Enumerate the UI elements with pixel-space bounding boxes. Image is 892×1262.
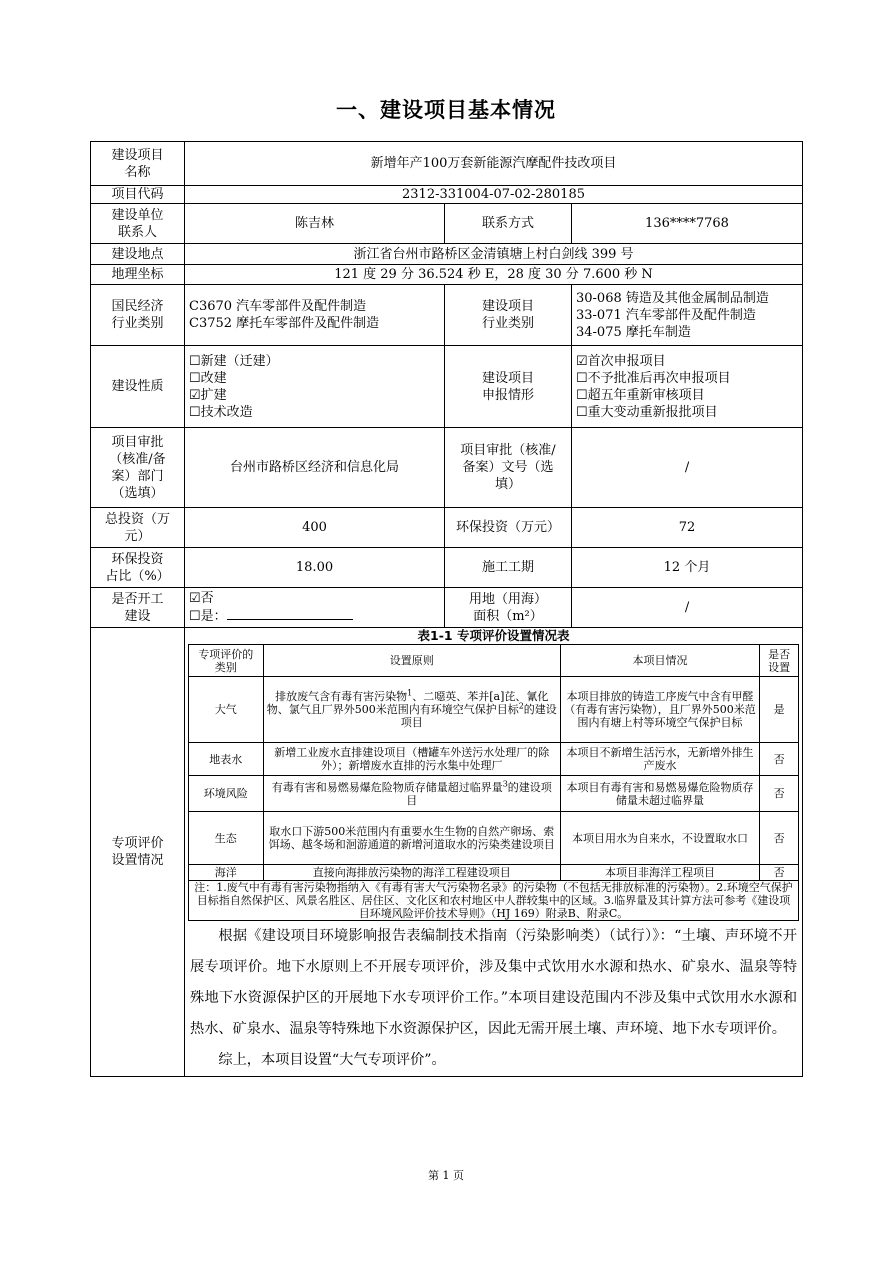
table-row bbox=[189, 776, 799, 812]
page-number: 第 1 页 bbox=[428, 1169, 464, 1182]
row-principle: 新增工业废水直排建设项目（槽罐车外送污水处理厂的除外）；新增废水直排的污水集中处理厂 bbox=[263, 743, 560, 776]
approval-label: 项目审批 （核准/备 案）部门 （选填） bbox=[91, 428, 185, 508]
row-principle: 有毒有害和易燃易爆危险物质存储量超过临界量$^3$的建设项目 bbox=[263, 776, 560, 812]
special-eval-table bbox=[188, 644, 799, 921]
contact-label: 建设单位 联系人 bbox=[91, 204, 185, 244]
page-title: 一、建设项目基本情况 bbox=[336, 98, 556, 122]
declare-option-five-year[interactable]: ☐超五年重新审核项目 bbox=[576, 387, 705, 403]
row-location bbox=[91, 244, 803, 265]
row-category: 生态 bbox=[189, 812, 264, 865]
approval-no-value: / bbox=[572, 428, 803, 508]
nature-option-expand[interactable]: ☑扩建 bbox=[189, 387, 227, 403]
row-project-name bbox=[91, 142, 803, 186]
special-table-header bbox=[189, 645, 799, 677]
approval-dept-value: 台州市路桥区经济和信息化局 bbox=[185, 428, 445, 508]
row-set: 否 bbox=[760, 776, 799, 812]
row-project-code bbox=[91, 186, 803, 204]
table-row bbox=[189, 812, 799, 865]
declare-option-first[interactable]: ☑首次申报项目 bbox=[576, 353, 666, 369]
location-value: 浙江省台州市路桥区金清镇塘上村白剑线 399 号 bbox=[185, 244, 803, 265]
contact-method-label: 联系方式 bbox=[445, 204, 572, 244]
row-started bbox=[91, 588, 803, 628]
declare-option-resubmit[interactable]: ☐不予批准后再次申报项目 bbox=[576, 370, 731, 386]
row-set: 是 bbox=[760, 677, 799, 743]
row-category: 大气 bbox=[189, 677, 264, 743]
env-ratio-value: 18.00 bbox=[185, 548, 445, 588]
header-situation: 本项目情况 bbox=[560, 645, 759, 677]
started-option-no[interactable]: ☑否 bbox=[189, 591, 214, 606]
nature-option-tech[interactable]: ☐技术改造 bbox=[189, 404, 253, 420]
row-set: 否 bbox=[760, 743, 799, 776]
row-situation: 本项目排放的铸造工序废气中含有甲醛（有毒有害污染物），且厂界外500米范围内有塘上村等环境空气保护目标 bbox=[560, 677, 759, 743]
project-industry-values bbox=[572, 285, 803, 346]
investment-value: 400 bbox=[185, 508, 445, 548]
started-yes-blank[interactable] bbox=[227, 607, 353, 620]
project-name-value: 新增年产100万套新能源汽摩配件技改项目 bbox=[185, 142, 803, 186]
land-area-label: 用地（用海） 面积（m²） bbox=[445, 588, 572, 628]
coords-label: 地理坐标 bbox=[91, 265, 185, 285]
header-set: 是否 设置 bbox=[760, 645, 799, 677]
body-paragraph: 根据《建设项目环境影响报告表编制技术指南（污染影响类）（试行）》：“土壤、声环境不开展专项评价。地下水原则上不开展专项评价，涉及集中式饮用水水源和热水、矿泉水、温泉等特殊地下水资源保护区的开展地下水专项评价工作。”本项目建设范围内不涉及集中式饮用水水源和热水、矿泉水、温泉等特殊地下水资源保护区，因此无需开展土壤、声环境、地下水专项评价。 bbox=[190, 928, 798, 1037]
construction-period-label: 施工工期 bbox=[445, 548, 572, 588]
row-set: 否 bbox=[760, 812, 799, 865]
table-row bbox=[189, 865, 799, 881]
project-industry-label: 建设项目 行业类别 bbox=[445, 285, 572, 346]
row-env-ratio bbox=[91, 548, 803, 588]
env-investment-label: 环保投资（万元） bbox=[445, 508, 572, 548]
started-option-yes[interactable]: ☐是： bbox=[189, 609, 227, 624]
env-investment-value: 72 bbox=[572, 508, 803, 548]
industry-label: 国民经济 行业类别 bbox=[91, 285, 185, 346]
industry-item: C3670 汽车零部件及配件制造 bbox=[189, 299, 367, 314]
row-special bbox=[91, 628, 803, 1077]
location-label: 建设地点 bbox=[91, 244, 185, 265]
row-nature bbox=[91, 346, 803, 428]
nature-options bbox=[185, 346, 445, 428]
row-industry bbox=[91, 285, 803, 346]
started-label: 是否开工 建设 bbox=[91, 588, 185, 628]
project-industry-item: 34-075 摩托车制造 bbox=[576, 324, 691, 340]
project-industry-item: 30-068 铸造及其他金属制品制造 bbox=[576, 290, 769, 306]
construction-period-value: 12 个月 bbox=[572, 548, 803, 588]
table-row bbox=[189, 677, 799, 743]
declare-label: 建设项目 申报情形 bbox=[445, 346, 572, 428]
row-contact bbox=[91, 204, 803, 244]
row-situation: 本项目非海洋工程项目 bbox=[560, 865, 759, 881]
project-code-label: 项目代码 bbox=[91, 186, 185, 204]
investment-label: 总投资（万 元） bbox=[91, 508, 185, 548]
project-info-table bbox=[90, 141, 803, 1077]
project-industry-item: 33-071 汽车零部件及配件制造 bbox=[576, 307, 756, 323]
project-name-label: 建设项目 名称 bbox=[91, 142, 185, 186]
row-situation: 本项目有毒有害和易燃易爆危险物质存储量未超过临界量 bbox=[560, 776, 759, 812]
special-content bbox=[185, 628, 803, 1077]
nature-option-rebuild[interactable]: ☐改建 bbox=[189, 370, 227, 386]
table-row bbox=[189, 743, 799, 776]
header-principle: 设置原则 bbox=[263, 645, 560, 677]
table-note-row bbox=[189, 881, 799, 921]
conclusion-paragraph: 综上，本项目设置“大气专项评价”。 bbox=[218, 1052, 446, 1068]
land-area-value: / bbox=[572, 588, 803, 628]
started-options bbox=[185, 588, 445, 628]
table-note: 注：1.废气中有毒有害污染物指纳入《有毒有害大气污染物名录》的污染物（不包括无排放标准的污染物）。2.环境空气保护目标指自然保护区、风景名胜区、居住区、文化区和农村地区中人群较集中的区域。3.临界量及其计算方法可参考《建设项目环境风险评价技术导则》（HJ 169）附录B、附录C。 bbox=[189, 881, 799, 921]
industry-values bbox=[185, 285, 445, 346]
env-ratio-label: 环保投资 占比（%） bbox=[91, 548, 185, 588]
row-investment bbox=[91, 508, 803, 548]
contact-value: 陈吉林 bbox=[185, 204, 445, 244]
contact-method-value: 136****7768 bbox=[572, 204, 803, 244]
row-category: 海洋 bbox=[189, 865, 264, 881]
coords-value: 121 度 29 分 36.524 秒 E，28 度 30 分 7.600 秒 N bbox=[185, 265, 803, 285]
row-principle: 取水口下游500米范围内有重要水生生物的自然产卵场、索饵场、越冬场和洄游通道的新增河道取水的污染类建设项目 bbox=[263, 812, 560, 865]
project-code-value: 2312-331004-07-02-280185 bbox=[185, 186, 803, 204]
row-approval bbox=[91, 428, 803, 508]
special-label: 专项评价 设置情况 bbox=[91, 628, 185, 1077]
row-category: 地表水 bbox=[189, 743, 264, 776]
industry-item: C3752 摩托车零部件及配件制造 bbox=[189, 316, 380, 331]
row-situation: 本项目用水为自来水，不设置取水口 bbox=[560, 812, 759, 865]
row-category: 环境风险 bbox=[189, 776, 264, 812]
nature-option-new[interactable]: ☐新建（迁建） bbox=[189, 353, 279, 369]
special-table-caption: 表1-1 专项评价设置情况表 bbox=[417, 628, 570, 643]
row-set: 否 bbox=[760, 865, 799, 881]
nature-label: 建设性质 bbox=[91, 346, 185, 428]
header-category: 专项评价的 类别 bbox=[189, 645, 264, 677]
approval-no-label: 项目审批（核准/ 备案）文号（选 填） bbox=[445, 428, 572, 508]
declare-option-major-change[interactable]: ☐重大变动重新报批项目 bbox=[576, 404, 718, 420]
row-situation: 本项目不新增生活污水，无新增外排生产废水 bbox=[560, 743, 759, 776]
declare-options bbox=[572, 346, 803, 428]
row-coords bbox=[91, 265, 803, 285]
row-principle: 排放废气含有毒有害污染物$^1$、二噁英、苯并[a]芘、氰化物、氯气且厂界外500米范围内有环境空气保护目标$^2$的建设项目 bbox=[263, 677, 560, 743]
row-principle: 直接向海排放污染物的海洋工程建设项目 bbox=[263, 865, 560, 881]
